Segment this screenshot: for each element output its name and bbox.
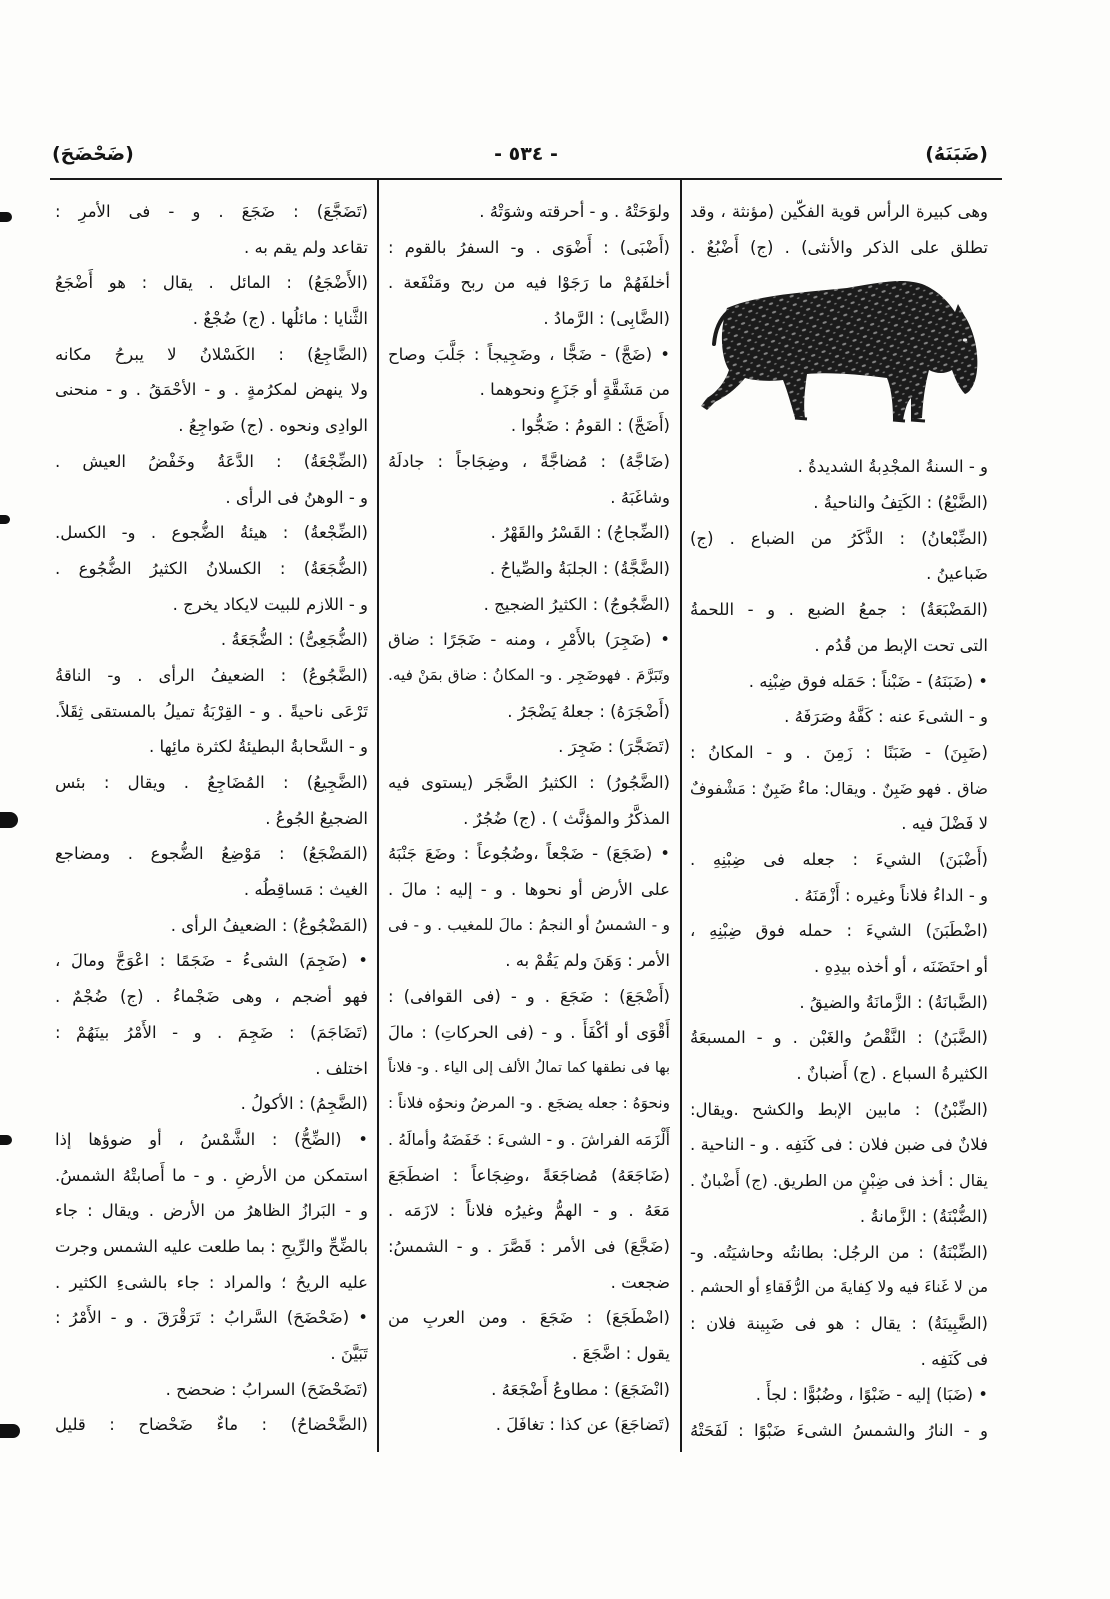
header-guide-word-left: (ضَحْضَحَ) xyxy=(52,143,134,165)
scan-mark xyxy=(0,515,10,524)
scan-mark xyxy=(0,1424,20,1438)
text-line: (الضَّجِيعُ) : المُضَاجِعُ . ويقال : بئس xyxy=(55,773,368,792)
header-rule xyxy=(50,178,1002,180)
text-line: ونحوَهُ : جعله يضجَع . و- المرضُ ونحوُه فلاناً : xyxy=(388,1094,670,1113)
text-line: • (ضَبَا) إليه - ضَبْوًا ، وضُبُوًّا : لجأَ . xyxy=(755,1385,988,1405)
text-line: ضَباعينُ . xyxy=(926,564,988,584)
text-line: (الضَّبانَةُ) : الزَّمانَةُ والضيقُ . xyxy=(799,992,988,1012)
text-line: (الضَّحْضاحُ) : ماءٌ ضَحْضاح : قليل xyxy=(55,1415,368,1435)
text-line: تَرْعَى ناحيةً . و - القِرْبَةُ تميلُ بالمستقى ثِقَلاً. xyxy=(55,701,368,721)
header-guide-word-right: (ضَبَنَهُ) xyxy=(925,143,988,165)
text-line: ضاق . فهو ضَبِنٌ . ويقال: ماءٌ ضَبِنٌ : مَشْفوفٌ xyxy=(690,778,988,798)
text-line: فى كَنَفِه . xyxy=(920,1349,988,1369)
text-line: (ضَجَّعَ) فى الأمر : قَصَّرَ . و - الشمسُ: xyxy=(388,1236,670,1256)
text-line: التى تحت الإبط من قُدُم . xyxy=(814,635,988,655)
text-line: بالضِّحِّ والرِّيحِ : بما طلعت عليه الشمس وجرت xyxy=(55,1236,368,1256)
text-line: و - النارُ والشمسُ الشىءَ ضَبْوًا : لَفَحَتْهُ xyxy=(690,1420,988,1440)
page-number: - ٥٣٤ - xyxy=(494,143,558,165)
text-line: وشاغَبَهُ . xyxy=(610,487,670,507)
text-line: • (الضِّحُّ) : الشَّمْسُ ، أو ضوؤها إذا xyxy=(55,1129,368,1149)
figure xyxy=(690,265,988,449)
text-line: من مَشَقَّةٍ أو جَزَعٍ ونحوهما . xyxy=(479,380,670,400)
text-line: تقاعد ولم يقم به . xyxy=(243,237,368,257)
hyena-illustration xyxy=(697,270,985,430)
text-line: (الضَّجُوجُ) : الكثيرُ الضجيج . xyxy=(483,594,670,614)
text-line: أخلفَهُمْ ما رَجَوْا فيه من ربح ومَنْفَعة . xyxy=(388,273,670,293)
text-line: الكثيرةُ السباع . (ج) أَضبانٌ . xyxy=(796,1064,988,1084)
scan-mark xyxy=(0,812,18,828)
text-line: الغيث : مَساقِطُه . xyxy=(243,880,368,900)
text-line: (الضَّابِى) : الرَّمادُ . xyxy=(543,309,670,329)
text-line: (الضِّجْعةُ) : هيئةُ الضُّجوع . و- الكسل. xyxy=(55,523,368,543)
text-line: و - البَرازُ الظاهرُ من الأرض . ويقال : جاء xyxy=(55,1201,368,1221)
scan-mark xyxy=(0,1135,12,1145)
text-line: المذكَّرُ والمؤنَّث ) . (ج) ضُجُرٌ . xyxy=(463,808,670,828)
text-line: و - الوهنُ فى الرأى . xyxy=(225,487,368,507)
text-line: (تَضَجَّعَ) : ضَجَعَ . و - فى الأمرِ : xyxy=(55,202,368,221)
text-line: (الضِّجْعَةُ) : الدَّعَةُ وخَفْضُ العيش . xyxy=(55,451,368,471)
text-line: (الضَّبَنُ) : النَّقْصُ والغَبْن . و - المسبعَةُ xyxy=(690,1028,988,1048)
text-line: (تَضَاجَمَ) : ضَجِمَ . و - الأَمْرُ بينَهُمْ : xyxy=(55,1022,368,1042)
text-line: الوادِى ونحوه . (ج) ضَواجِعُ . xyxy=(178,416,368,436)
text-line: بها فى نطقها كما تمالُ الألف إلى الياء . و- فلاناً xyxy=(388,1059,670,1076)
text-line: (أَضْجَرَهُ) : جعلهُ يَضْجَرُ . xyxy=(507,701,670,721)
text-line: الأمر : وَهَنَ ولم يَقُمْ به . xyxy=(505,951,670,971)
text-line: • (ضَجَّ) - ضَجًّا ، وضَجِيجاً : جَلَّبَ وصاح xyxy=(388,344,670,364)
text-line: (ضَبِنَ) - ضَبَنًا : زَمِنَ . و - المكانُ : xyxy=(690,742,988,762)
text-line: أو احتَضَنَه ، أو أخذه بيدِهِ . xyxy=(813,957,988,976)
text-line: (الضِّبْعانُ) : الذَّكَرُ من الضباع . (ج) xyxy=(690,528,988,548)
text-line: (الضَّجُوعُ) : الضعيفُ الرأى . و- الناقةُ xyxy=(55,665,368,685)
text-line: (الضُّجَعِىُّ) : الضُّجَعَةُ . xyxy=(220,630,368,650)
text-line: (أَضَجَّ) : القومُ : ضَجُّوا . xyxy=(510,416,670,436)
text-line: (الضَّبِينَةُ) : يقال : هو فى ضَبِينة فلان : xyxy=(690,1313,988,1333)
text-line: عليه الريحُ ؛ والمراد : جاء بالشىءِ الكثير . xyxy=(55,1272,368,1292)
text-line: ولوَحَتْهُ . و - أحرقته وشوَتْهُ . xyxy=(479,202,670,221)
text-line: الضجيعُ الجُوعُ . xyxy=(265,808,368,828)
column-divider xyxy=(680,180,682,1452)
text-line: (الضَّاجِعُ) : الكَسْلانُ لا يبرحُ مكانه xyxy=(55,344,368,364)
text-line: لا فَضْلَ فيه . xyxy=(901,814,988,834)
text-line: و - السنةُ المجْدِبةُ الشديدةُ . xyxy=(797,457,988,477)
text-line: (الأَضْجَعُ) : المائل . يقال : هو أَضْجَعُ xyxy=(55,273,368,293)
column-left xyxy=(55,194,368,1443)
text-line: • (ضَبَنَهُ) - ضَبْناً : حَمَله فوق ضِبْنِه . xyxy=(748,671,988,691)
text-line: (تَضاجَعَ) عن كذا : تغافَلَ . xyxy=(495,1415,670,1435)
text-line: فهو أضجم ، وهى ضَجْماءُ . (ج) ضُجْمٌ . xyxy=(55,987,368,1007)
text-line: على الأرض أو نحوها . و - إليه : مالَ . xyxy=(388,880,670,900)
text-line: تَبَيَّنَ . xyxy=(330,1344,368,1363)
text-line: ضجعت . xyxy=(610,1272,670,1292)
text-line: و - الشىءَ عنه : كَفَّهُ وصَرَفَهُ . xyxy=(784,707,988,727)
scan-mark xyxy=(0,212,12,222)
text-line: تطلق على الذكر والأنثى) . (ج) أَضْبُعٌ . xyxy=(690,237,988,257)
column-right xyxy=(690,194,988,1449)
text-line: ولا ينهض لمكرُمةٍ . و - الأحْمَقُ . و - منحنى xyxy=(55,380,368,400)
text-line: (الضَّجُورُ) : الكثيرُ الضَّجَر (يستوى فيه xyxy=(388,773,670,792)
text-line: وهى كبيرة الرأس قوية الفكّين (مؤنثة ، وقد xyxy=(690,202,988,221)
text-line: من لا غَناءَ فيه ولا كِفايةَ من الرُّفَقاءِ أو الحشم . xyxy=(690,1278,988,1297)
text-line: استمكن من الأرضِ . و - ما أَصابتْهُ الشمسُ. xyxy=(55,1165,368,1185)
text-line: (المَضْجَعُ) : مَوْضِعُ الضُّجوع . ومضاجع xyxy=(55,844,368,864)
text-line: و - الشمسُ أو النجمُ : مالَ للمغيب . و - فى xyxy=(388,915,670,934)
text-line: (أَضْبَى) : أَضْوَى . و- السفرُ بالقوم : xyxy=(388,237,670,257)
text-line: يقول : اضَّجَعَ . xyxy=(571,1344,670,1363)
text-line: (الضَّجِمُ) : الأكولُ . xyxy=(240,1094,368,1114)
text-line: (الضُّجَعَةُ) : الكسلانُ الكثيرُ الضُّجُوع . xyxy=(55,558,368,578)
text-line: (تَضَجَّرَ) : ضَجِرَ . xyxy=(558,737,670,757)
text-line: و - السَّحابةُ البطيئةُ لكثرة مائِها . xyxy=(149,737,368,757)
text-line: (تَضَحْضَحَ) السرابُ : ضحضح . xyxy=(165,1379,368,1399)
text-line: يقال : أخذ فى ضِبْنٍ من الطريق. (ج) أَضْبانٌ . xyxy=(690,1171,988,1191)
text-line: • (ضَحْضَحَ) السَّرابُ : تَرَقْرَقَ . و - الأَمْرُ : xyxy=(55,1308,368,1328)
text-line: (الضِّجاجُ) : القَسْرُ والقَهْرُ . xyxy=(490,523,670,543)
text-line: أَقْوَى أو أكْفَأَ . و - (فى الحركاتِ) : مالَ xyxy=(388,1022,670,1042)
text-line: (الضَّجَّةُ) : الجلبَةُ والصِّياحُ . xyxy=(489,558,670,578)
text-line: (المَضْجُوعُ) : الضعيفُ الرأى . xyxy=(170,915,368,935)
text-line: (أَضْبَنَ) الشيءَ : جعله فى ضِبْنِهِ . xyxy=(690,849,988,869)
text-line: الثَّنايا : مائلُها . (ج) ضُجْعٌ . xyxy=(192,309,368,329)
text-line: (المَضْبَعَةُ) : جمعُ الضبع . و - اللحمةُ xyxy=(690,600,988,620)
text-line: و - الداءُ فلاناً وغيره : أَزْمَنَهُ . xyxy=(794,885,988,905)
text-line: • (ضَجِرَ) بالأَمْرِ ، ومنه - ضَجَرًا : ضاق xyxy=(388,630,670,650)
text-line: و - اللازم للبيت لايكاد يخرج . xyxy=(172,594,368,614)
column-divider xyxy=(377,180,379,1452)
text-line: أَلْزَمَه الفراشَ . و - الشىءَ : خَفَضَهُ وأمالَهُ . xyxy=(388,1129,670,1149)
text-line: (الضُّبْنَةُ) : الزَّمانةُ . xyxy=(859,1206,988,1226)
text-line: (اضْطَبَنَ) الشيءَ : حمله فوق ضِبْنِهِ ، xyxy=(690,921,988,941)
text-line: فلانٌ فى ضبن فلان : فى كَنَفِه . و - الناحية . xyxy=(690,1135,988,1155)
text-line: (الضِّبْنَةُ) : من الرجُل: بطانتُه وحاشيَتُه. و- xyxy=(690,1242,988,1262)
text-line: اختلف . xyxy=(315,1058,368,1078)
text-line: (اضْطَجَعَ) : ضَجَعَ . ومن العربِ من xyxy=(388,1308,670,1328)
column-middle xyxy=(388,194,670,1443)
text-line: مَعَهُ . و - الهمُّ وغيرُه فلاناً : لازَمَه . xyxy=(388,1201,670,1221)
text-line: وتَبَرَّمَ . فهوضَجِر . و- المكانُ : ضاق بمَنْ فيه. xyxy=(388,665,670,684)
text-line: • (ضَجَعَ) - ضَجْعاً ،وضُجُوعاً : وضَعَ جَنْبَهُ xyxy=(388,844,670,864)
text-line: (ضَاجَّهُ) : مُضاجَّةً ، وضِجَاجاً : جادلَهُ xyxy=(388,451,670,471)
text-line: • (ضَجِمَ) الشىءُ - ضَجَمًا : اعْوَجَّ ومالَ ، xyxy=(55,951,368,971)
text-line: (ضَاجَعَهُ) مُضاجَعَةً ،وضِجَاعاً : اضطَجَعَ xyxy=(388,1165,670,1185)
text-line: (أَضْجَعَ) : ضَجَعَ . و - (فى القوافى) : xyxy=(388,987,670,1007)
text-line: (الضَّبْعُ) : الكَتِفُ والناحيةُ . xyxy=(813,493,988,513)
text-line: (انْضَجَعَ) : مطاوعُ أَضْجَعَهُ . xyxy=(491,1379,670,1399)
text-line: (الضِّبْنُ) : مابين الإبط والكشح .ويقال: xyxy=(690,1099,988,1119)
